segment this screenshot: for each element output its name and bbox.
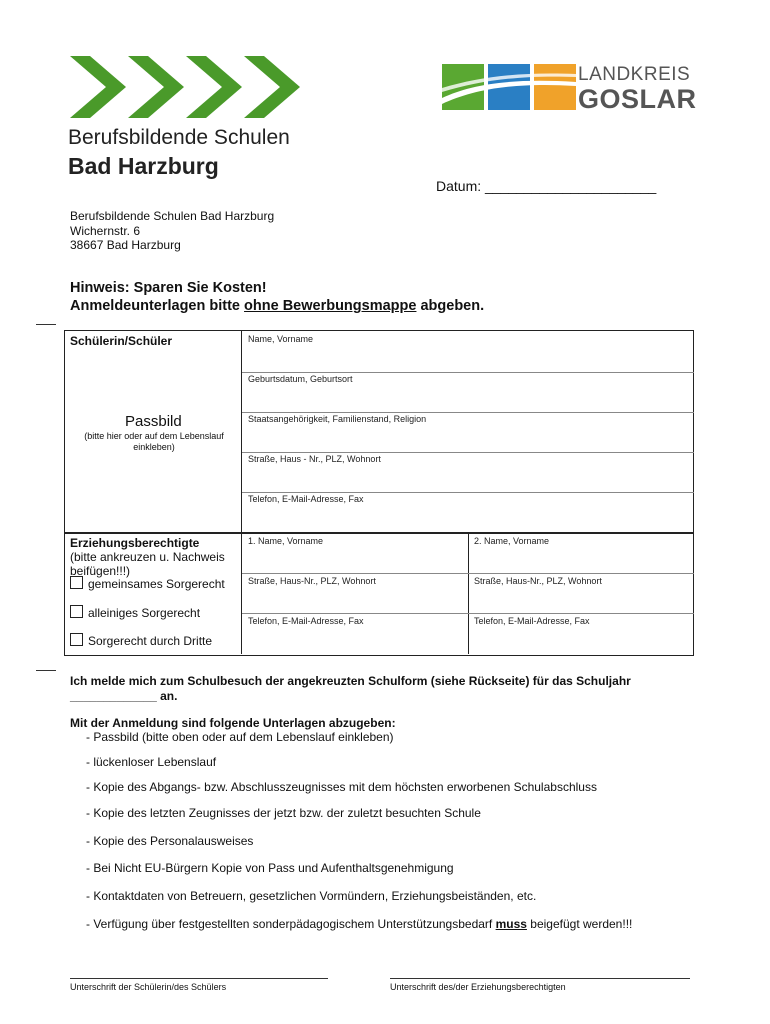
address-line: Wichernstr. 6 [70,223,141,238]
fold-mark [36,324,56,325]
row-line [242,412,694,413]
guardian-signature-line[interactable] [390,978,690,979]
option-third-party-custody[interactable]: Sorgerecht durch Dritte [70,633,212,648]
student-signature-line[interactable] [70,978,328,979]
row-line [242,613,694,614]
school-logo-chevrons [68,54,308,120]
guardian2-name-field[interactable]: 2. Name, Vorname [474,536,550,546]
checkbox[interactable] [70,633,83,646]
list-item: - lückenloser Lebenslauf [86,755,217,769]
guardian2-contact-field[interactable]: Telefon, E-Mail-Adresse, Fax [474,616,590,626]
list-item: - Kontaktdaten von Betreuern, gesetzlichen Vormündern, Erziehungsbeiständen, etc. [86,889,537,903]
guardian1-contact-field[interactable]: Telefon, E-Mail-Adresse, Fax [248,616,364,626]
nationality-field[interactable]: Staatsangehörigkeit, Familienstand, Religion [248,414,427,424]
school-year-field[interactable]: _____________ an. [70,689,178,703]
school-name: Berufsbildende Schulen [68,126,290,149]
list-item: - Verfügung über festgestellten sonderpädagogischem Unterstützungsbedarf muss beigefügt werden!!! [86,917,633,931]
contact-field[interactable]: Telefon, E-Mail-Adresse, Fax [248,494,364,504]
list-item: - Passbild (bitte oben oder auf dem Lebenslauf einkleben) [86,730,394,744]
option-joint-custody[interactable]: gemeinsames Sorgerecht [70,576,225,591]
name-field[interactable]: Name, Vorname [248,334,314,344]
list-item: - Bei Nicht EU-Bürgern Kopie von Pass und Aufenthaltsgenehmigung [86,861,454,875]
list-item: - Kopie des Personalausweises [86,834,254,848]
date-field[interactable]: Datum: ______________________ [436,178,657,194]
list-item: - Kopie des letzten Zeugnisses der jetzt bzw. der zuletzt besuchten Schule [86,806,481,820]
guardian-title: Erziehungsberechtigte [70,536,200,550]
student-section-title: Schülerin/Schüler [70,334,173,348]
guardian-section [70,536,240,578]
registration-line: Ich melde mich zum Schulbesuch der angekreuzten Schulform (siehe Rückseite) für das Schuljahr [70,674,631,688]
notice-title: Hinweis: Sparen Sie Kosten! [70,280,267,296]
guardian1-address-field[interactable]: Straße, Haus-Nr., PLZ, Wohnort [248,576,376,586]
row-line [242,573,694,574]
list-item: - Kopie des Abgangs- bzw. Abschlusszeugnisses mit dem höchsten erworbenen Schulabschluss [86,780,597,794]
row-line [242,452,694,453]
registration-statement [70,674,631,704]
cost-notice [70,279,484,315]
section-line [65,532,693,534]
guardian1-name-field[interactable]: 1. Name, Vorname [248,536,324,546]
student-signature-label: Unterschrift der Schülerin/des Schülers [70,982,227,992]
address-line: Berufsbildende Schulen Bad Harzburg [70,209,275,223]
guardian-hint: (bitte ankreuzen u. Nachweis beifügen!!!) [70,550,225,578]
registration-table [64,330,694,656]
guardian2-address-field[interactable]: Straße, Haus-Nr., PLZ, Wohnort [474,576,602,586]
address-field[interactable]: Straße, Haus - Nr., PLZ, Wohnort [248,454,381,464]
notice-body: Anmeldeunterlagen bitte ohne Bewerbungsmappe abgeben. [70,298,485,314]
birth-field[interactable]: Geburtsdatum, Geburtsort [248,374,353,384]
district-name: GOSLAR [578,84,697,114]
school-address [70,209,274,253]
checkbox[interactable] [70,576,83,589]
row-line [242,492,694,493]
documents-title: Mit der Anmeldung sind folgende Unterlagen abzugeben: [70,716,396,730]
fold-mark [36,670,56,671]
row-line [242,372,694,373]
school-city: Bad Harzburg [68,153,219,179]
district-label: LANDKREIS [578,64,691,85]
option-sole-custody[interactable]: alleiniges Sorgerecht [70,605,200,620]
district-logo [442,64,576,110]
photo-hint: (bitte hier oder auf dem Lebenslauf einkleben) [84,431,224,452]
checkbox[interactable] [70,605,83,618]
guardian-signature-label: Unterschrift des/der Erziehungsberechtigten [390,982,566,992]
address-line: 38667 Bad Harzburg [70,238,181,252]
table-divider [468,533,469,654]
photo-label: Passbild [125,413,182,430]
